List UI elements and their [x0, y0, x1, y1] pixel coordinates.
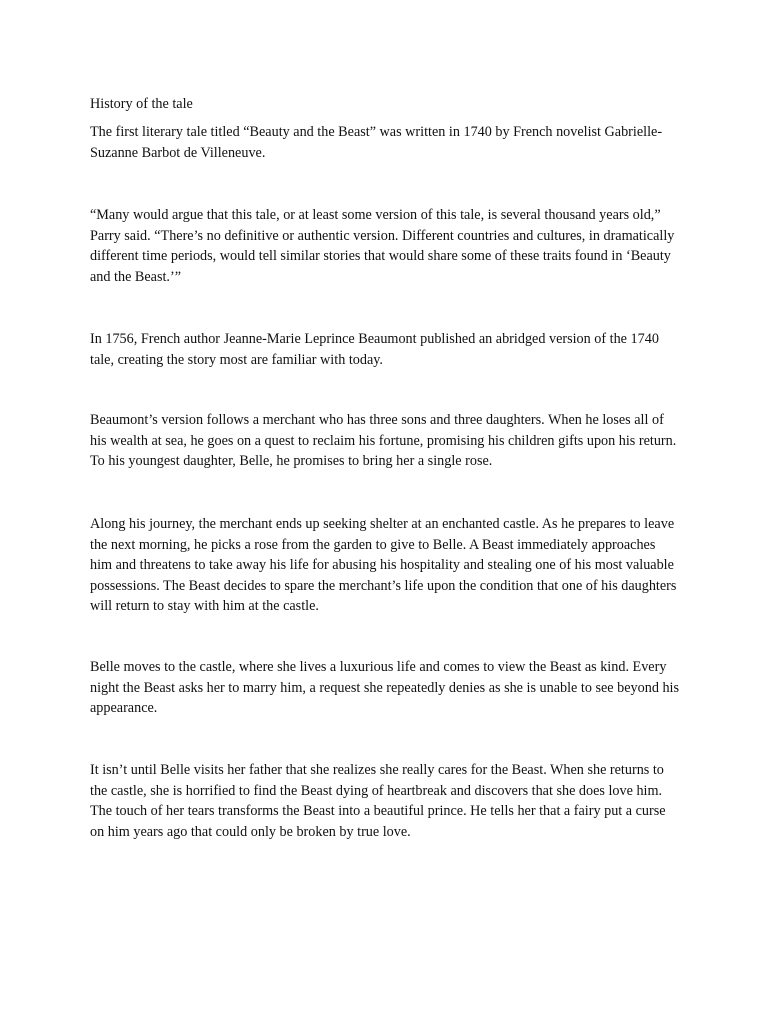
section-heading: History of the tale	[90, 96, 193, 112]
paragraph-true-love: It isn’t until Belle visits her father that she realizes she really cares for the Beast. When she returns to the castle, she is horrified to find the Beast dying of heartbreak and discovers that she does love him. The touch of her tears transforms the Beast into a beautiful prince. He tells her that a fairy put a curse on him years ago that could only be broken by true love.	[90, 762, 666, 840]
paragraph-parry-quote: “Many would argue that this tale, or at least some version of this tale, is several thousand years old,” Parry said. “There’s no definitive or authentic version. Different countries and cultures, in dramatically different time periods, would tell similar stories that would share some of these traits found in ‘Beauty and the Beast.’”	[90, 207, 675, 285]
paragraph-belle-castle-life: Belle moves to the castle, where she lives a luxurious life and comes to view the Beast as kind. Every night the Beast asks her to marry him, a request she repeatedly denies as she is unable to see beyond his appearance.	[90, 659, 680, 716]
paragraph-first-literary-tale: The first literary tale titled “Beauty and the Beast” was written in 1740 by French novelist Gabrielle-Suzanne Barbot de Villeneuve.	[90, 124, 663, 161]
paragraph-beaumont-1756: In 1756, French author Jeanne-Marie Leprince Beaumont published an abridged version of the 1740 tale, creating the story most are familiar with today.	[90, 331, 659, 368]
paragraph-enchanted-castle: Along his journey, the merchant ends up seeking shelter at an enchanted castle. As he prepares to leave the next morning, he picks a rose from the garden to give to Belle. A Beast immediately approaches him and threatens to take away his life for abusing his hospitality and stealing one of his most valuable possessions. The Beast decides to spare the merchant’s life upon the condition that one of his daughters will return to stay with him at the castle.	[90, 516, 677, 614]
paragraph-merchant-story: Beaumont’s version follows a merchant who has three sons and three daughters. When he loses all of his wealth at sea, he goes on a quest to reclaim his fortune, promising his children gifts upon his return. To his youngest daughter, Belle, he promises to bring her a single rose.	[90, 412, 677, 469]
